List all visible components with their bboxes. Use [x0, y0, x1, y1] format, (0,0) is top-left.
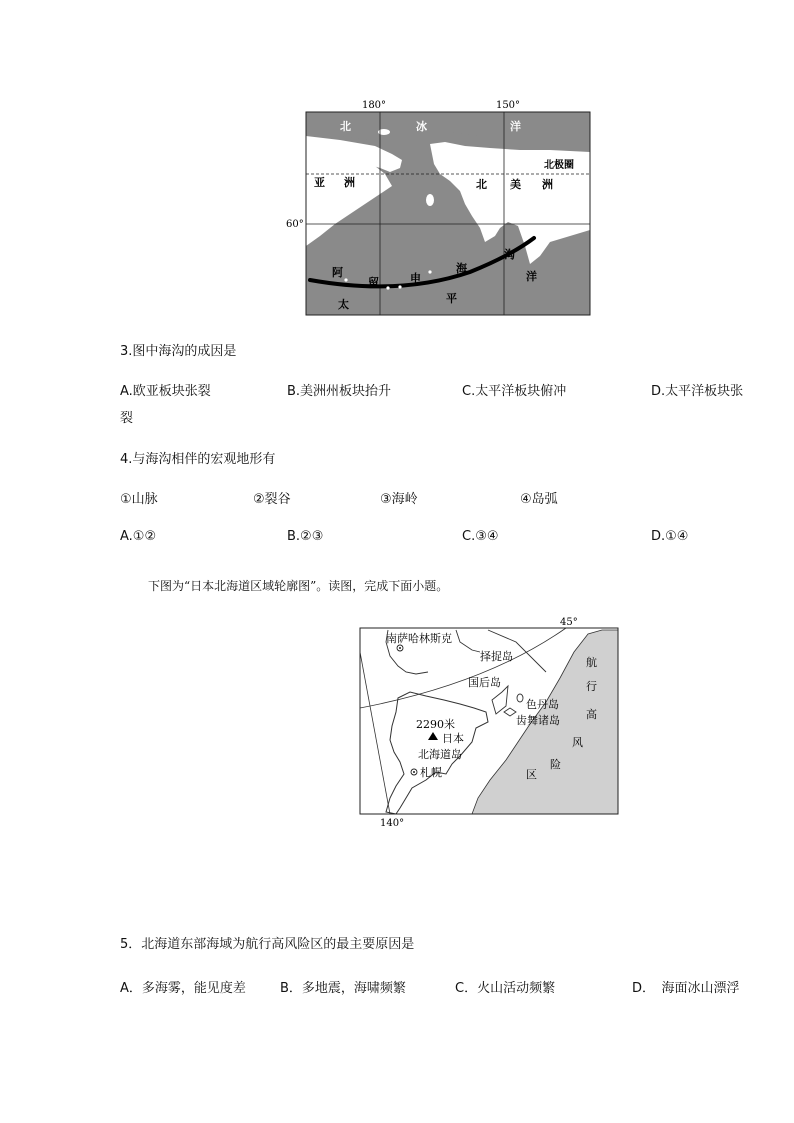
q4-item-1: ①山脉	[120, 492, 158, 507]
trench-char: 留	[368, 276, 379, 289]
city-north-label: 南萨哈林斯克	[386, 632, 452, 645]
trench-char: 海	[456, 262, 467, 275]
map-aleutian	[280, 96, 600, 320]
risk-char: 航	[586, 656, 597, 669]
q3-stem: 3.图中海沟的成因是	[120, 344, 237, 359]
q3-option-a[interactable]: A.欧亚板块张裂	[120, 384, 211, 399]
q4-option-a[interactable]: A.①②	[120, 529, 157, 544]
intro-text: 下图为“日本北海道区域轮廓图”。读图，完成下面小题。	[148, 579, 449, 593]
na-char: 北	[476, 178, 487, 191]
lat-label-45: 45°	[560, 617, 578, 628]
q3-option-d-wrap: 裂	[120, 411, 134, 426]
na-char: 洲	[542, 178, 553, 191]
asia-char: 亚	[314, 176, 325, 189]
pacific-char: 平	[446, 292, 457, 305]
map-hokkaido-svg	[356, 612, 622, 834]
sapporo-label: 札幌	[420, 766, 442, 779]
lon-label-140: 140°	[380, 818, 405, 829]
q4-stem: 4.与海沟相伴的宏观地形有	[120, 452, 276, 467]
arctic-ocean-char: 冰	[416, 120, 427, 133]
na-char: 美	[510, 178, 521, 191]
iturup-label: 择捉岛	[480, 650, 513, 663]
arctic-ocean-char: 洋	[510, 120, 521, 133]
map-hokkaido	[356, 612, 622, 834]
lon-140-line	[360, 652, 390, 814]
aleutian-dot	[428, 270, 431, 273]
city-marker-sapporo-dot	[413, 771, 415, 773]
lon-label-150: 150°	[495, 100, 521, 111]
q4-item-2: ②裂谷	[253, 492, 291, 507]
shikotan-label: 色丹岛	[526, 698, 559, 711]
habomai-islands	[504, 708, 516, 716]
kunashir-label: 国后岛	[468, 676, 501, 689]
arctic-circle-label: 北极圈	[544, 160, 574, 171]
trench-char: 申	[410, 272, 421, 285]
peak-label: 2290米	[416, 718, 455, 731]
aleutian-dot	[344, 278, 347, 281]
q4-item-4: ④岛弧	[520, 492, 558, 507]
risk-char: 高	[586, 708, 597, 721]
japan-label: 日本	[442, 732, 464, 745]
q3-option-d[interactable]: D.太平洋板块张	[651, 384, 744, 399]
map-aleutian-svg	[280, 96, 600, 320]
q5-option-b[interactable]: B．多地震，海啸频繁	[280, 981, 406, 996]
aleutian-dot	[386, 286, 389, 289]
pacific-char: 洋	[526, 270, 537, 283]
lon-label-180: 180°	[361, 100, 387, 111]
trench-char: 阿	[332, 266, 343, 279]
q5-option-d[interactable]: D． 海面冰山漂浮	[632, 981, 740, 996]
asia-char: 洲	[344, 176, 355, 189]
shikotan-island	[517, 694, 523, 702]
pacific-char: 太	[338, 298, 349, 311]
q4-option-d[interactable]: D.①④	[651, 529, 689, 544]
arctic-ocean-char: 北	[340, 120, 351, 133]
risk-char: 区	[526, 768, 537, 781]
q5-stem: 5．北海道东部海域为航行高风险区的最主要原因是	[120, 937, 415, 952]
q4-option-c[interactable]: C.③④	[462, 529, 499, 544]
habomai-label: 齿舞诸岛	[516, 714, 560, 727]
island-b	[451, 154, 461, 159]
hokkaido-label: 北海道岛	[418, 748, 462, 761]
risk-char: 险	[550, 758, 561, 771]
sakhalin-coast-east	[456, 630, 480, 652]
aleutian-dot	[398, 285, 401, 288]
city-marker-north-dot	[399, 647, 401, 649]
risk-char: 风	[572, 736, 583, 749]
q5-option-c[interactable]: C．火山活动频繁	[455, 981, 556, 996]
q4-option-b[interactable]: B.②③	[287, 529, 324, 544]
q4-item-3: ③海岭	[380, 492, 418, 507]
island-c	[426, 194, 434, 206]
q5-option-a[interactable]: A．多海雾，能见度差	[120, 981, 246, 996]
q3-option-b[interactable]: B.美洲州板块抬升	[287, 384, 392, 399]
kunashir-island	[492, 686, 508, 714]
lat-label-60: 60°	[286, 219, 304, 230]
risk-char: 行	[586, 680, 597, 693]
trench-char: 沟	[504, 248, 515, 261]
q3-option-c[interactable]: C.太平洋板块俯冲	[462, 384, 567, 399]
